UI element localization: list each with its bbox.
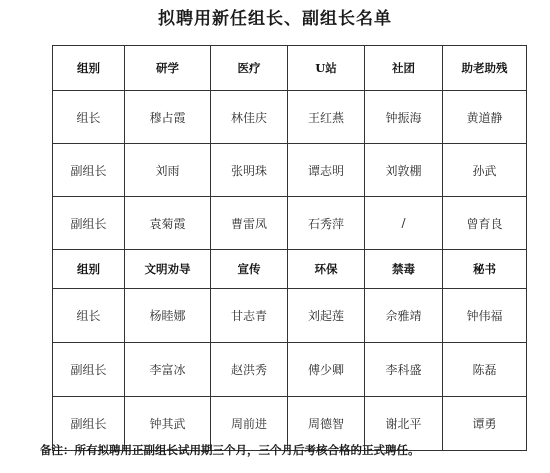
name-cell: 陈磊 <box>443 343 527 397</box>
header-cell: 社团 <box>365 46 443 91</box>
name-cell: 李富冰 <box>125 343 211 397</box>
table-header-row <box>53 46 527 91</box>
table-row <box>53 91 527 144</box>
header-cell: 禁毒 <box>365 250 443 289</box>
name-cell: 曹雷凤 <box>211 197 288 250</box>
table-row <box>53 289 527 343</box>
role-cell: 副组长 <box>53 144 125 197</box>
table-header-row <box>53 250 527 289</box>
name-cell: 张明珠 <box>211 144 288 197</box>
name-cell: 赵洪秀 <box>211 343 288 397</box>
name-cell: / <box>365 197 443 250</box>
name-cell: 刘雨 <box>125 144 211 197</box>
appointment-roster-table <box>52 45 527 451</box>
table-row <box>53 144 527 197</box>
name-cell: 刘敦棚 <box>365 144 443 197</box>
name-cell: 钟振海 <box>365 91 443 144</box>
footnote-remark: 备注：所有拟聘用正副组长试用期三个月，三个月后考核合格的正式聘任。 <box>40 443 420 457</box>
name-cell: 穆占霞 <box>125 91 211 144</box>
name-cell: 谭志明 <box>288 144 365 197</box>
name-cell: 李科盛 <box>365 343 443 397</box>
header-cell: 研学 <box>125 46 211 91</box>
name-cell: 曾育良 <box>443 197 527 250</box>
name-cell: 谢北平 <box>365 397 443 451</box>
header-cell: 助老助残 <box>443 46 527 91</box>
role-cell: 副组长 <box>53 343 125 397</box>
name-cell: 袁菊霞 <box>125 197 211 250</box>
name-cell: 甘志青 <box>211 289 288 343</box>
name-cell: 王红燕 <box>288 91 365 144</box>
document-title: 拟聘用新任组长、副组长名单 <box>158 9 392 29</box>
role-cell: 组长 <box>53 289 125 343</box>
name-cell: 石秀萍 <box>288 197 365 250</box>
name-cell: 周德智 <box>288 397 365 451</box>
name-cell: 黄道静 <box>443 91 527 144</box>
name-cell: 林佳庆 <box>211 91 288 144</box>
header-cell: 组别 <box>53 46 125 91</box>
role-cell: 组长 <box>53 91 125 144</box>
role-cell: 副组长 <box>53 197 125 250</box>
header-cell: 组别 <box>53 250 125 289</box>
name-cell: 傅少卿 <box>288 343 365 397</box>
header-cell: 秘书 <box>443 250 527 289</box>
header-cell: 环保 <box>288 250 365 289</box>
name-cell: 孙武 <box>443 144 527 197</box>
header-cell: 医疗 <box>211 46 288 91</box>
header-cell: 宣传 <box>211 250 288 289</box>
header-cell: 文明劝导 <box>125 250 211 289</box>
name-cell: 谭勇 <box>443 397 527 451</box>
name-cell: 钟伟福 <box>443 289 527 343</box>
table-row <box>53 197 527 250</box>
name-cell: 钟其武 <box>125 397 211 451</box>
name-cell: 刘起莲 <box>288 289 365 343</box>
name-cell: 佘雅靖 <box>365 289 443 343</box>
name-cell: 杨睦娜 <box>125 289 211 343</box>
role-cell: 副组长 <box>53 397 125 451</box>
header-cell: U站 <box>288 46 365 91</box>
table-row <box>53 343 527 397</box>
name-cell: 周前进 <box>211 397 288 451</box>
